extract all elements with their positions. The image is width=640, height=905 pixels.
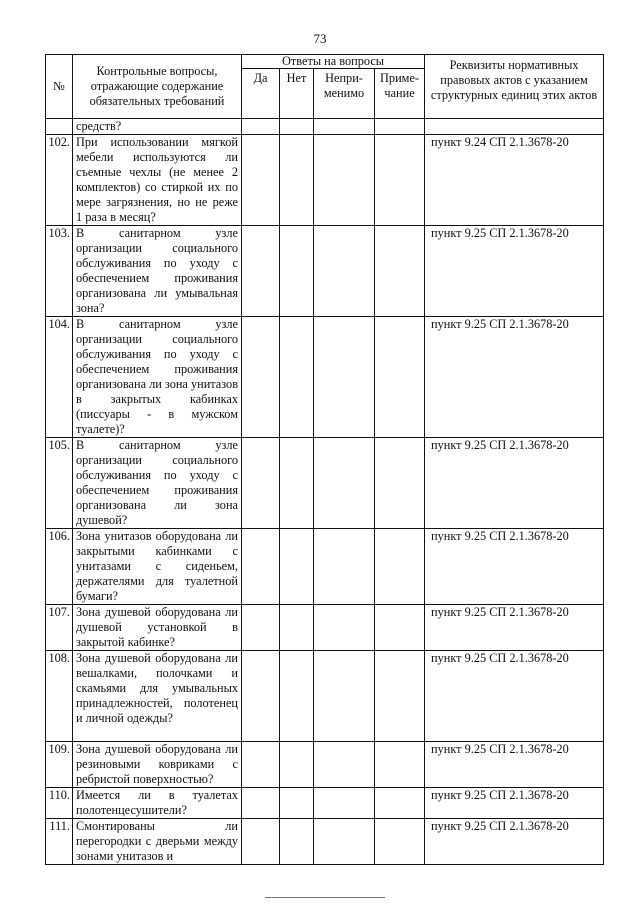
table-row	[46, 226, 604, 317]
answer-note-cell[interactable]	[375, 605, 425, 651]
answer-na-cell[interactable]	[314, 135, 375, 226]
table-row	[46, 651, 604, 742]
answer-na-cell[interactable]	[314, 788, 375, 819]
row-requisite: пункт 9.25 СП 2.1.3678-20	[425, 438, 604, 529]
row-requisite: пункт 9.24 СП 2.1.3678-20	[425, 135, 604, 226]
table-row	[46, 605, 604, 651]
row-number: 104.	[46, 317, 73, 438]
row-question: Зона душевой оборудована ли вешалками, полочками и скамьями для умывальных принадлежностей, полотенец и личной одежды?	[73, 651, 242, 742]
row-question: Смонтированы ли перегородки с дверьми между зонами унитазов и	[73, 819, 242, 865]
answer-yes-cell[interactable]	[242, 226, 280, 317]
header-number: №	[46, 55, 73, 119]
answer-no-cell[interactable]	[280, 742, 314, 788]
answer-na-cell[interactable]	[314, 605, 375, 651]
answer-yes-cell[interactable]	[242, 317, 280, 438]
answer-na-cell[interactable]	[314, 529, 375, 605]
row-question: Зона душевой оборудована ли резиновыми ковриками с ребристой поверхностью?	[73, 742, 242, 788]
row-number: 107.	[46, 605, 73, 651]
answer-note-cell[interactable]	[375, 651, 425, 742]
row-requisite	[425, 119, 604, 135]
table-row	[46, 742, 604, 788]
answer-no-cell[interactable]	[280, 605, 314, 651]
checklist-table	[45, 54, 604, 865]
answer-no-cell[interactable]	[280, 529, 314, 605]
row-question: средств?	[73, 119, 242, 135]
answer-no-cell[interactable]	[280, 438, 314, 529]
row-question: В санитарном узле организации социального обслуживания по уходу с обеспечением проживания организована ли зона унитазов в закрытых кабинках (писсуары - в мужском туалете)?	[73, 317, 242, 438]
answer-note-cell[interactable]	[375, 742, 425, 788]
answer-na-cell[interactable]	[314, 226, 375, 317]
answer-yes-cell[interactable]	[242, 529, 280, 605]
row-number: 110.	[46, 788, 73, 819]
row-requisite: пункт 9.25 СП 2.1.3678-20	[425, 226, 604, 317]
answer-no-cell[interactable]	[280, 788, 314, 819]
answer-no-cell[interactable]	[280, 651, 314, 742]
table-row	[46, 529, 604, 605]
table-row	[46, 317, 604, 438]
row-number: 102.	[46, 135, 73, 226]
footer-divider	[265, 897, 385, 898]
row-requisite: пункт 9.25 СП 2.1.3678-20	[425, 819, 604, 865]
answer-yes-cell[interactable]	[242, 742, 280, 788]
row-number: 109.	[46, 742, 73, 788]
answer-note-cell[interactable]	[375, 135, 425, 226]
answer-yes-cell[interactable]	[242, 651, 280, 742]
answer-no-cell[interactable]	[280, 135, 314, 226]
table-row	[46, 438, 604, 529]
row-question: В санитарном узле организации социального обслуживания по уходу с обеспечением проживания организована ли умывальная зона?	[73, 226, 242, 317]
answer-yes-cell[interactable]	[242, 119, 280, 135]
answer-na-cell[interactable]	[314, 317, 375, 438]
row-number: 105.	[46, 438, 73, 529]
header-no: Нет	[280, 69, 314, 119]
row-number: 111.	[46, 819, 73, 865]
answer-note-cell[interactable]	[375, 529, 425, 605]
row-number: 103.	[46, 226, 73, 317]
row-question: Зона унитазов оборудована ли закрытыми кабинками с унитазами с сиденьем, держателями для туалетной бумаги?	[73, 529, 242, 605]
row-number: 108.	[46, 651, 73, 742]
answer-note-cell[interactable]	[375, 819, 425, 865]
answer-no-cell[interactable]	[280, 226, 314, 317]
table-row	[46, 819, 604, 865]
answer-na-cell[interactable]	[314, 119, 375, 135]
answer-na-cell[interactable]	[314, 819, 375, 865]
answer-na-cell[interactable]	[314, 742, 375, 788]
header-note: Приме- чание	[375, 69, 425, 119]
answer-yes-cell[interactable]	[242, 788, 280, 819]
answer-yes-cell[interactable]	[242, 438, 280, 529]
row-requisite: пункт 9.25 СП 2.1.3678-20	[425, 788, 604, 819]
answer-yes-cell[interactable]	[242, 605, 280, 651]
row-question: Имеется ли в туалетах полотенцесушители?	[73, 788, 242, 819]
row-requisite: пункт 9.25 СП 2.1.3678-20	[425, 605, 604, 651]
row-question: При использовании мягкой мебели используются ли съемные чехлы (не менее 2 комплектов) со стиркой их по мере загрязнения, но не реже 1 раза в месяц?	[73, 135, 242, 226]
header-question: Контрольные вопросы, отражающие содержание обязательных требований	[73, 55, 242, 119]
row-question: Зона душевой оборудована ли душевой установкой в закрытой кабинке?	[73, 605, 242, 651]
header-yes: Да	[242, 69, 280, 119]
answer-na-cell[interactable]	[314, 438, 375, 529]
answer-note-cell[interactable]	[375, 788, 425, 819]
answer-note-cell[interactable]	[375, 119, 425, 135]
answer-note-cell[interactable]	[375, 317, 425, 438]
answer-yes-cell[interactable]	[242, 135, 280, 226]
table-row	[46, 119, 604, 135]
header-not-applicable: Непри- менимо	[314, 69, 375, 119]
header-answers: Ответы на вопросы	[242, 55, 425, 69]
table-row	[46, 788, 604, 819]
answer-no-cell[interactable]	[280, 317, 314, 438]
row-requisite: пункт 9.25 СП 2.1.3678-20	[425, 651, 604, 742]
row-question: В санитарном узле организации социального обслуживания по уходу с обеспечением проживания организована ли зона душевой?	[73, 438, 242, 529]
answer-no-cell[interactable]	[280, 119, 314, 135]
answer-note-cell[interactable]	[375, 226, 425, 317]
header-requisites: Реквизиты нормативных правовых актов с указанием структурных единиц этих актов	[425, 55, 604, 119]
answer-yes-cell[interactable]	[242, 819, 280, 865]
row-number	[46, 119, 73, 135]
row-number: 106.	[46, 529, 73, 605]
row-requisite: пункт 9.25 СП 2.1.3678-20	[425, 529, 604, 605]
answer-na-cell[interactable]	[314, 651, 375, 742]
table-row	[46, 135, 604, 226]
answer-no-cell[interactable]	[280, 819, 314, 865]
row-requisite: пункт 9.25 СП 2.1.3678-20	[425, 742, 604, 788]
row-requisite: пункт 9.25 СП 2.1.3678-20	[425, 317, 604, 438]
answer-note-cell[interactable]	[375, 438, 425, 529]
page-number: 73	[313, 31, 327, 46]
